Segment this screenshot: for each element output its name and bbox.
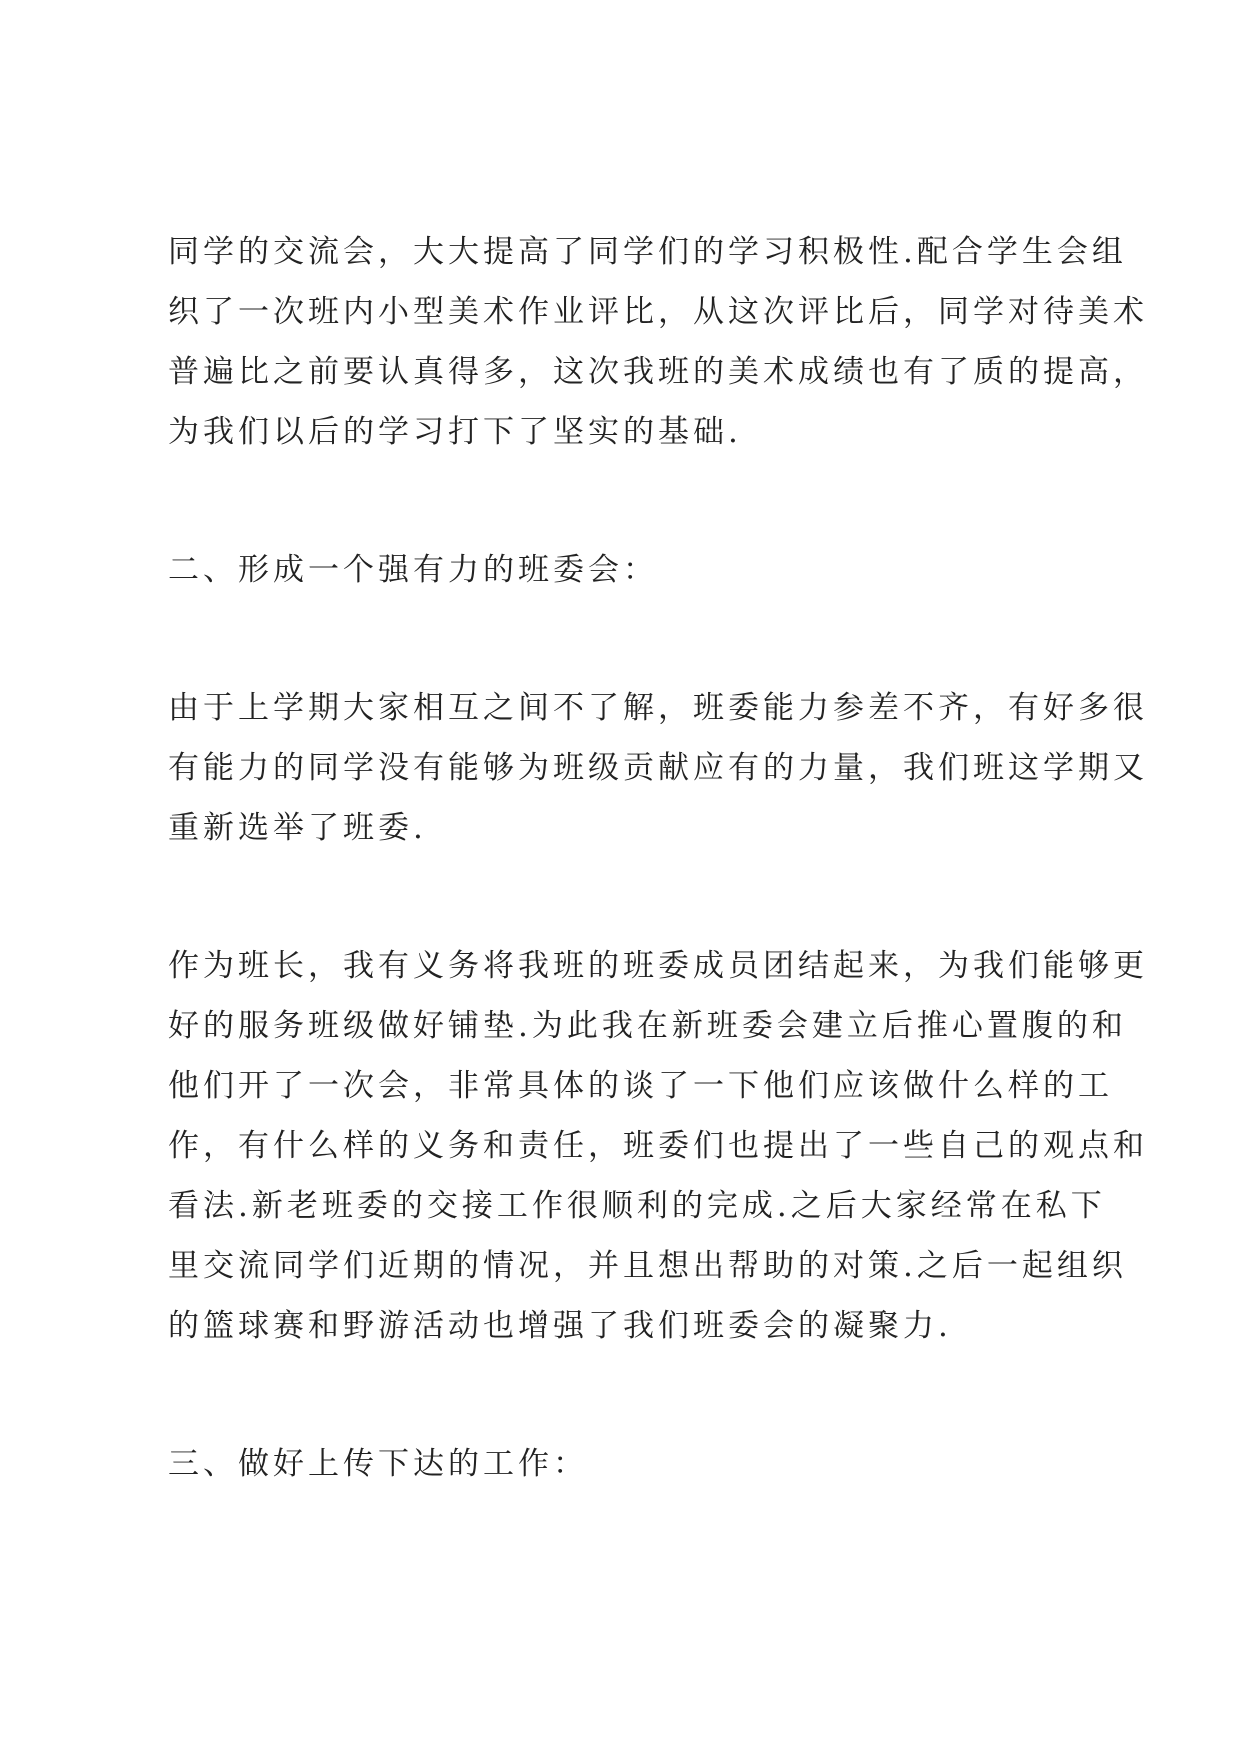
text-line: 作，有什么样的义务和责任，班委们也提出了一些自己的观点和 xyxy=(168,1128,1148,1164)
paragraph-class-committee xyxy=(168,678,1148,858)
text-line: 的篮球赛和野游活动也增强了我们班委会的凝聚力. xyxy=(168,1308,952,1344)
document-body xyxy=(168,222,1148,1494)
text-line: 同学的交流会，大大提高了同学们的学习积极性.配合学生会组 xyxy=(168,234,1127,270)
text-line: 为我们以后的学习打下了坚实的基础. xyxy=(168,414,742,450)
section-heading-2 xyxy=(168,540,1088,600)
heading-text: 二、形成一个强有力的班委会： xyxy=(168,552,658,588)
text-line: 由于上学期大家相互之间不了解，班委能力参差不齐，有好多很 xyxy=(168,690,1148,726)
section-heading-3 xyxy=(168,1434,1088,1494)
paragraph-monitor-duties xyxy=(168,936,1148,1356)
text-line: 重新选举了班委. xyxy=(168,810,427,846)
text-line: 织了一次班内小型美术作业评比，从这次评比后，同学对待美术 xyxy=(168,294,1148,330)
text-line: 看法.新老班委的交接工作很顺利的完成.之后大家经常在私下 xyxy=(168,1188,1106,1224)
text-line: 作为班长，我有义务将我班的班委成员团结起来，为我们能够更 xyxy=(168,948,1148,984)
text-line: 他们开了一次会，非常具体的谈了一下他们应该做什么样的工 xyxy=(168,1068,1113,1104)
paragraph-study-results xyxy=(168,222,1148,462)
text-line: 好的服务班级做好铺垫.为此我在新班委会建立后推心置腹的和 xyxy=(168,1008,1127,1044)
text-line: 有能力的同学没有能够为班级贡献应有的力量，我们班这学期又 xyxy=(168,750,1148,786)
text-line: 里交流同学们近期的情况，并且想出帮助的对策.之后一起组织 xyxy=(168,1248,1127,1284)
heading-text: 三、做好上传下达的工作： xyxy=(168,1446,588,1482)
text-line: 普遍比之前要认真得多，这次我班的美术成绩也有了质的提高， xyxy=(168,354,1148,390)
